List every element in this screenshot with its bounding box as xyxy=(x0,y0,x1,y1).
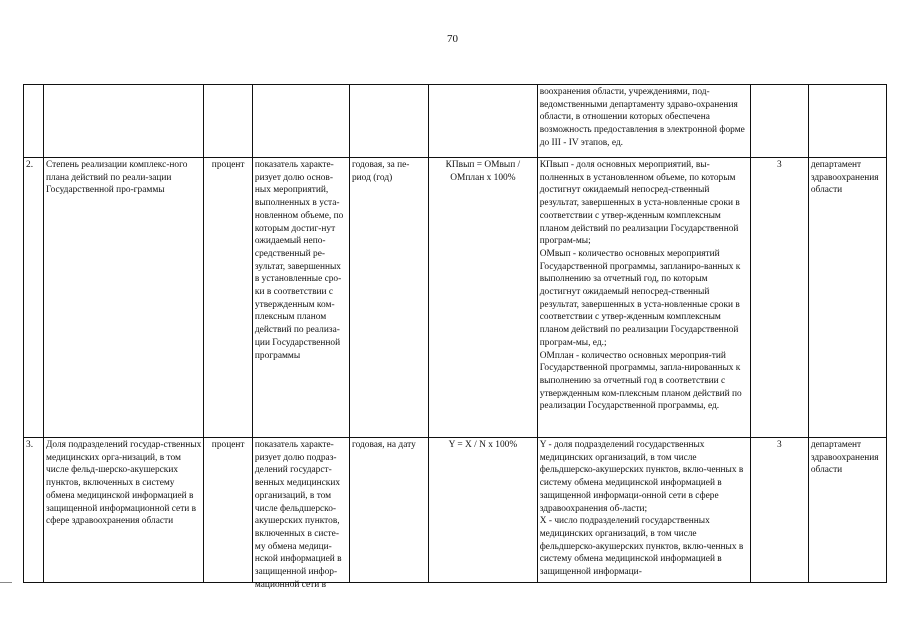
definition-cell xyxy=(537,158,750,438)
formula-cell: Y = X / N x 100% xyxy=(429,438,538,583)
indicator-name xyxy=(44,85,204,158)
responsible-cell: департамент здравоохранения области xyxy=(808,438,886,583)
definition-cell xyxy=(537,438,750,583)
indicators-table xyxy=(23,84,887,590)
indicator-name: Степень реализации комплекс-ного плана действий по реали-зации Государственной про-граммы xyxy=(44,158,204,438)
responsible-cell: департамент здравоохранения области xyxy=(808,158,886,438)
base-value-cell: 3 xyxy=(750,438,808,583)
period-cell: годовая, за пе-риод (год) xyxy=(349,158,428,438)
description-cell xyxy=(252,85,349,158)
definition-text: X - число подразделений государственных медицинских организаций, в том числе фельдшерско-акушерских пунктов, вклю-ченных в систему обмена медицинской информацией в защищенной информаци- xyxy=(539,516,744,578)
base-value-cell xyxy=(750,85,808,158)
unit-cell: процент xyxy=(204,158,253,438)
definition-text: КПвып - доля основных мероприятий, вы-полненных в установленном объеме, по которым достигнут ожидаемый непосред-ственный результат, завершенных в уста-новленные сроки в соответствии с утвер-жденным комплексным планом действий по реализации Государственной програм-мы; xyxy=(539,160,740,247)
indicator-name: Доля подразделений государ-ственных медицинских орга-низаций, в том числе фельд-шерско-акушерских пунктов, включенных в систему обмена медицинской информацией в защищенной информационной сети в сфере здравоохранения области xyxy=(44,438,204,583)
description-cell xyxy=(252,438,349,590)
description-cell: показатель характе-ризует долю основ-ных мероприятий, выполненных в уста-новленном объеме, по которым достиг-нут ожидаемый непо-средственный ре-зультат, завершенных в установленные сро-ки в соответствии с утвержденным ком-плексным планом действий по реализа-ции Государственной программы xyxy=(252,158,349,438)
formula-cell xyxy=(429,85,538,158)
page-number: 70 xyxy=(447,33,458,45)
row-number xyxy=(24,85,44,158)
unit-cell xyxy=(204,85,253,158)
table-row xyxy=(24,85,887,158)
unit-cell: процент xyxy=(204,438,253,583)
formula-cell: КПвып = ОМвып / ОМплан x 100% xyxy=(429,158,538,438)
table-row xyxy=(24,158,887,438)
responsible-cell xyxy=(808,85,886,158)
definition-wrap xyxy=(540,439,748,582)
definition-text: ОМплан - количество основных мероприя-тий Государственной программы, запла-нированных к выполнению за отчетный год в соответствии с утвержденным ком-плексным планом действий по реализации Государственной программы, ед. xyxy=(539,350,742,412)
description-text: показатель характе-ризует долю подраз-делений государст-венных медицинских организаций, в том числе фельдшерско-акушерских пунктов, включенных в систе-му обмена медици-нской информацией в защищенной инфор-мационной сети в xyxy=(254,440,342,590)
definition-cell xyxy=(537,85,750,158)
definition-text: Y - доля подразделений государственных медицинских организаций, в том числе фельдшерско-акушерских пунктов, вклю-ченных в систему обмена медицинской информацией в защищенной информаци-онной сети в сфере здравоохранения об-ласти; xyxy=(539,440,744,514)
row-number: 2. xyxy=(24,158,44,438)
definition-text: воохранения области, учреждениями, под-ведомственными департаменту здраво-охранения области, в отношении которых обеспечена возможность предоставления в электронной форме до III - IV этапов, ед. xyxy=(539,87,745,148)
base-value-cell: 3 xyxy=(750,158,808,438)
period-cell: годовая, на дату xyxy=(349,438,428,583)
definition-text: ОМвып - количество основных мероприятий Государственной программы, запланиро-ванных к выполнению за отчетный год, по которым достигнут ожидаемый непосред-ственный результат, завершенных в уста-новленные сроки в соответствии с утвер-жденным комплексным планом действий по реализации Государственной програм-мы, ед.; xyxy=(539,248,741,348)
table-row xyxy=(24,438,887,583)
scan-margin-mark xyxy=(0,582,12,583)
period-cell xyxy=(349,85,428,158)
row-number: 3. xyxy=(24,438,44,583)
